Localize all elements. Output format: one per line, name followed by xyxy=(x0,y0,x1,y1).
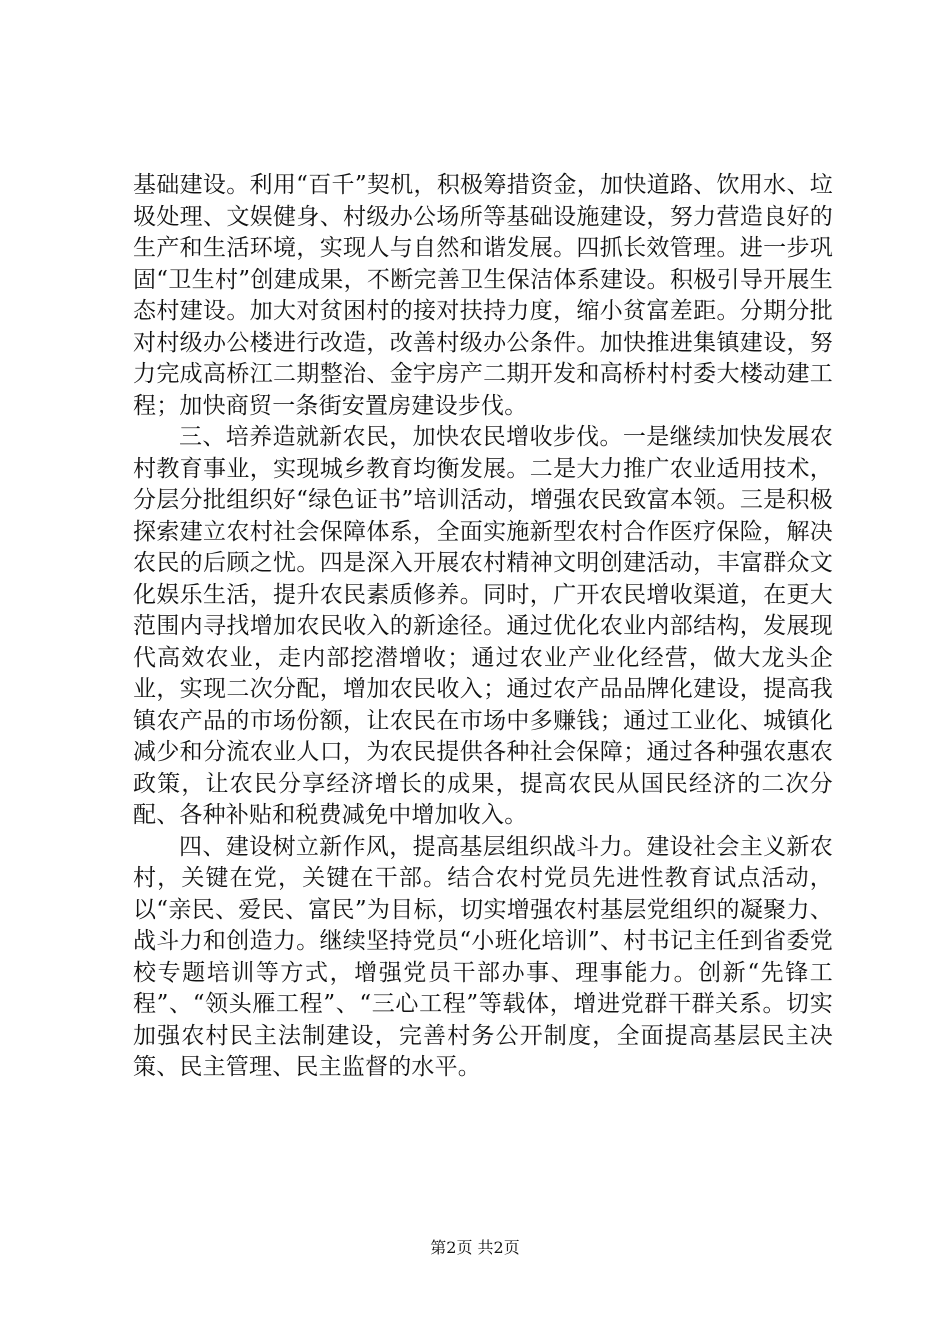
document-body xyxy=(133,170,833,1084)
paragraph-section-four: 四、建设树立新作风，提高基层组织战斗力。建设社会主义新农村，关键在党，关键在干部。结合农村党员先进性教育试点活动，以“亲民、爱民、富民”为目标，切实增强农村基层党组织的凝聚力、战斗力和创造力。继续坚持党员“小班化培训”、村书记主任到省委党校专题培训等方式，增强党员干部办事、理事能力。创新“先锋工程”、“领头雁工程”、“三心工程”等载体，增进党群干群关系。切实加强农村民主法制建设，完善村务公开制度，全面提高基层民主决策、民主管理、民主监督的水平。 xyxy=(133,833,833,1080)
page-footer: 第2页 共2页 xyxy=(430,1238,520,1257)
paragraph-section-three: 三、培养造就新农民，加快农民增收步伐。一是继续加快发展农村教育事业，实现城乡教育均衡发展。二是大力推广农业适用技术，分层分批组织好“绿色证书”培训活动，增强农民致富本领。三是积极探索建立农村社会保障体系，全面实施新型农村合作医疗保险，解决农民的后顾之忧。四是深入开展农村精神文明创建活动，丰富群众文化娱乐生活，提升农民素质修养。同时，广开农民增收渠道，在更大范围内寻找增加农民收入的新途径。通过优化农业内部结构，发展现代高效农业，走内部挖潜增收；通过农业产业化经营，做大龙头企业，实现二次分配，增加农民收入；通过农产品品牌化建设，提高我镇农产品的市场份额，让农民在市场中多赚钱；通过工业化、城镇化减少和分流农业人口，为农民提供各种社会保障；通过各种强农惠农政策，让农民分享经济增长的成果，提高农民从国民经济的二次分配、各种补贴和税费减免中增加收入。 xyxy=(133,424,833,828)
paragraph-continuation: 基础建设。利用“百千”契机，积极筹措资金，加快道路、饮用水、垃圾处理、文娱健身、村级办公场所等基础设施建设，努力营造良好的生产和生活环境，实现人与自然和谐发展。四抓长效管理。进一步巩固“卫生村”创建成果，不断完善卫生保洁体系建设。积极引导开展生态村建设。加大对贫困村的接对扶持力度，缩小贫富差距。分期分批对村级办公楼进行改造，改善村级办公条件。加快推进集镇建设，努力完成高桥江二期整治、金宇房产二期开发和高桥村村委大楼动建工程；加快商贸一条街安置房建设步伐。 xyxy=(133,172,833,419)
